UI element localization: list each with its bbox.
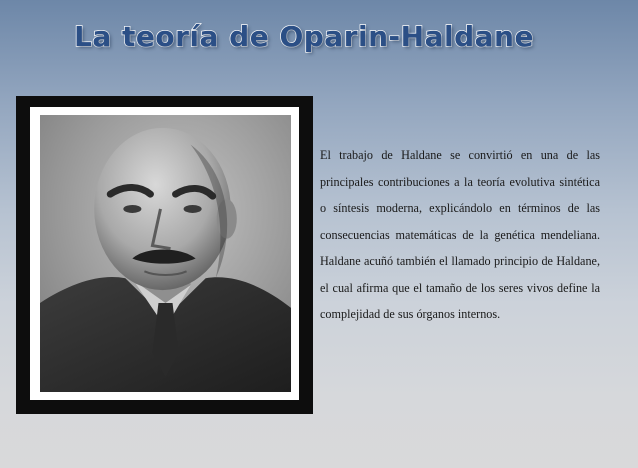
portrait-mat bbox=[30, 107, 299, 400]
portrait-frame bbox=[16, 96, 313, 414]
slide-body-text: El trabajo de Haldane se convirtió en una de las principales contribuciones a la teoría evolutiva sintética o síntesis moderna, explicándolo en términos de las consecuencias matemáticas de la genética mendeliana. Haldane acuñó también el llamado principio de Haldane, el cual afirma que el tamaño de los seres vivos define la complejidad de sus órganos internos. bbox=[320, 148, 600, 321]
portrait-photo bbox=[40, 115, 291, 392]
slide-title: La teoría de Oparin-Haldane bbox=[74, 20, 534, 53]
